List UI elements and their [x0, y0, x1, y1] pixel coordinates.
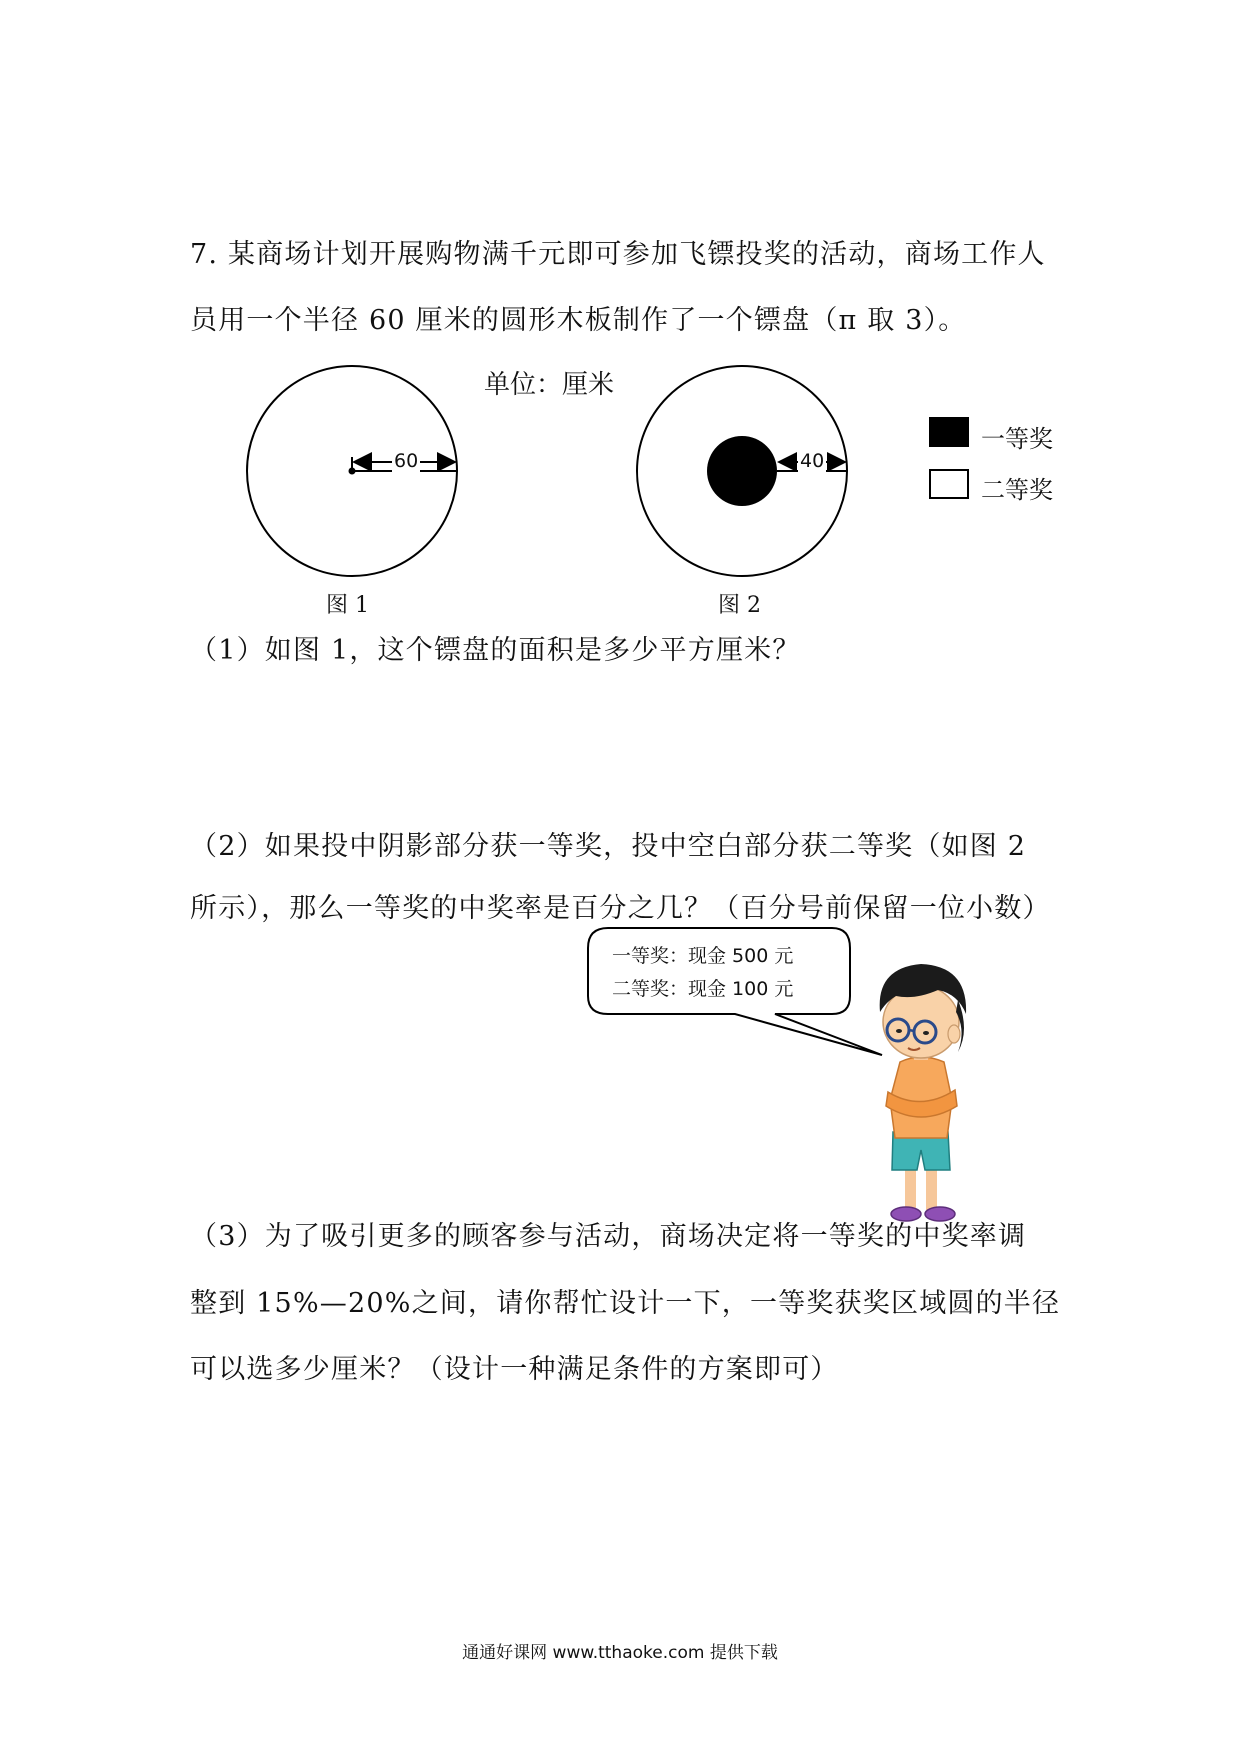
- bubble-line-1: 一等奖：现金 500 元: [612, 945, 794, 967]
- figure-2-ring-label: 40: [800, 450, 825, 472]
- question-intro-line-2: 员用一个半径 60 厘米的圆形木板制作了一个镖盘（π 取 3）。: [190, 305, 967, 336]
- question-part-1: （1）如图 1，这个镖盘的面积是多少平方厘米？: [190, 635, 801, 666]
- footer-source: 通通好课网 www.tthaoke.com 提供下载: [462, 1643, 778, 1663]
- question-part-2-line-1: （2）如果投中阴影部分获一等奖，投中空白部分获二等奖（如图 2: [190, 831, 1027, 862]
- figure-2-caption: 图 2: [718, 593, 761, 618]
- unit-label: 单位：厘米: [484, 370, 615, 400]
- figure-1-caption: 图 1: [326, 593, 369, 618]
- question-part-3-line-2: 整到 15%—20%之间，请你帮忙设计一下，一等奖获奖区域圆的半径: [190, 1288, 1061, 1319]
- question-part-2-line-2: 所示），那么一等奖的中奖率是百分之几？（百分号前保留一位小数）: [190, 893, 1051, 924]
- legend-second-prize-label: 二等奖: [981, 476, 1053, 504]
- question-part-3-line-1: （3）为了吸引更多的顾客参与活动，商场决定将一等奖的中奖率调: [190, 1221, 1027, 1252]
- legend-first-prize-label: 一等奖: [981, 425, 1053, 453]
- bubble-line-2: 二等奖：现金 100 元: [612, 978, 794, 1000]
- question-part-3-line-3: 可以选多少厘米？（设计一种满足条件的方案即可）: [190, 1354, 839, 1385]
- figure-1-radius-label: 60: [394, 450, 419, 472]
- question-intro-line-1: 7. 某商场计划开展购物满千元即可参加飞镖投奖的活动，商场工作人: [190, 239, 1046, 270]
